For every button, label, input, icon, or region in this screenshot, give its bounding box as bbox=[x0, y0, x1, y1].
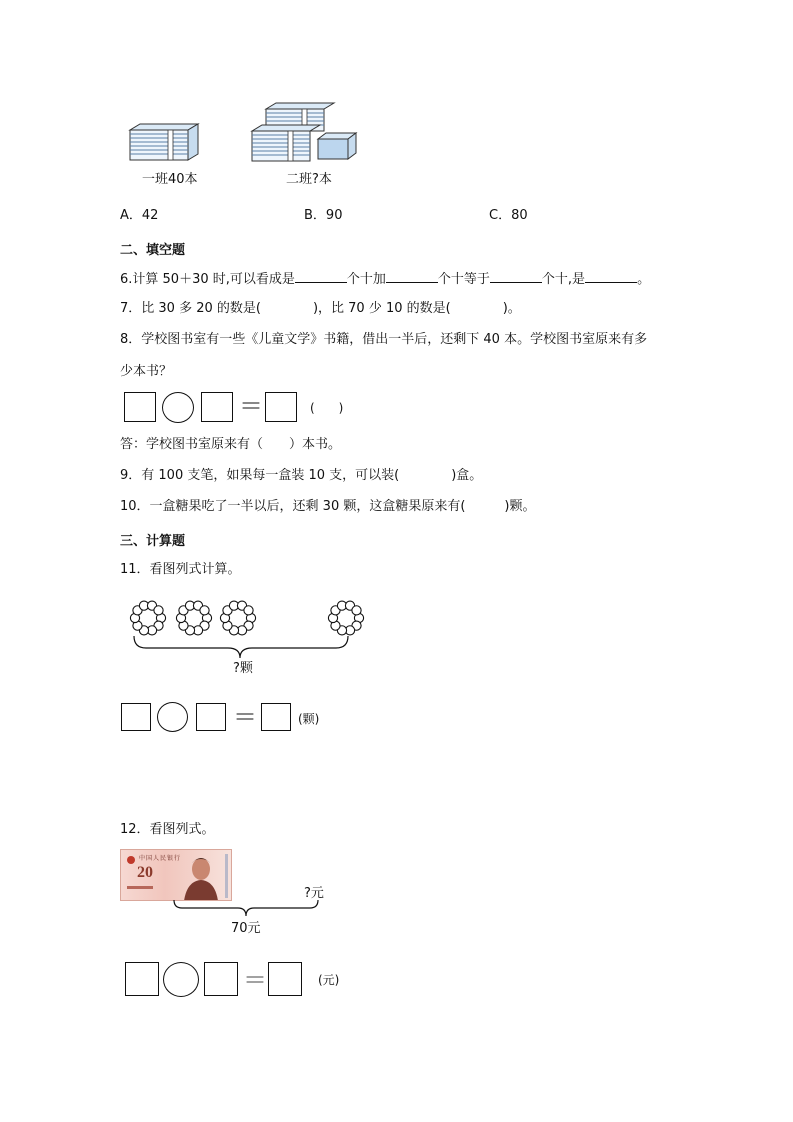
q8-unit: ( ) bbox=[310, 401, 344, 415]
book-stack-class1-icon bbox=[128, 122, 200, 162]
book-stack-class2-icon bbox=[250, 101, 360, 163]
q8-answer-box-2[interactable] bbox=[201, 392, 233, 422]
q11-unit: (颗) bbox=[298, 712, 320, 726]
q6-part1: 6.计算 50＋30 时,可以看成是 bbox=[120, 272, 295, 287]
option-a: A．42 bbox=[120, 208, 159, 223]
bead bbox=[154, 606, 163, 615]
q6-part2: 个十加 bbox=[346, 272, 386, 287]
q6-blank-4[interactable] bbox=[585, 270, 637, 283]
bead bbox=[352, 606, 361, 615]
banknote-serial bbox=[127, 886, 153, 889]
option-b: B．90 bbox=[304, 208, 343, 223]
q11-answer-box-1[interactable] bbox=[121, 703, 151, 731]
class2-label: 二班?本 bbox=[286, 172, 332, 187]
q11-equals-sign: ＝ bbox=[233, 703, 257, 731]
q12-answer-box-1[interactable] bbox=[125, 962, 159, 996]
bead-ring bbox=[130, 601, 165, 635]
q8-operator-circle[interactable] bbox=[162, 392, 194, 423]
q12-answer-box-3[interactable] bbox=[268, 962, 302, 996]
portrait-icon bbox=[181, 853, 221, 901]
bead-ring bbox=[176, 601, 211, 635]
q12-total-label: 70元 bbox=[231, 921, 261, 936]
section-2-title: 二、填空题 bbox=[120, 243, 186, 258]
section-3-title: 三、计算题 bbox=[120, 534, 186, 549]
question-7: 7．比 30 多 20 的数是( )，比 70 少 10 的数是( )。 bbox=[120, 301, 521, 316]
banknote-value: 20 bbox=[137, 864, 153, 881]
question-8-line2: 少本书？ bbox=[120, 364, 173, 379]
q8-equals-sign: ＝ bbox=[239, 392, 263, 420]
q11-brace-label: ?颗 bbox=[233, 661, 253, 676]
question-12-prompt: 12．看图列式。 bbox=[120, 822, 215, 837]
banknote-seal bbox=[127, 856, 135, 864]
q11-operator-circle[interactable] bbox=[157, 702, 188, 732]
q6-blank-1[interactable] bbox=[295, 270, 347, 283]
bead bbox=[244, 606, 253, 615]
q8-answer-box-1[interactable] bbox=[124, 392, 156, 422]
option-c: C．80 bbox=[489, 208, 528, 223]
bead-ring bbox=[328, 601, 363, 635]
q12-equals-sign: ＝ bbox=[243, 966, 267, 994]
question-11-prompt: 11．看图列式计算。 bbox=[120, 562, 241, 577]
banknote-title: 中国人民银行 bbox=[139, 855, 182, 862]
question-6 bbox=[120, 270, 650, 288]
q6-blank-2[interactable] bbox=[386, 270, 438, 283]
question-8-line1: 8．学校图书室有一些《儿童文学》书籍，借出一半后，还剩下 40 本。学校图书室原来有多 bbox=[120, 332, 648, 347]
q12-unit: (元) bbox=[318, 973, 340, 987]
q6-part3: 个十等于 bbox=[437, 272, 490, 287]
class1-label: 一班40本 bbox=[142, 172, 198, 187]
q6-blank-3[interactable] bbox=[490, 270, 542, 283]
q12-operator-circle[interactable] bbox=[163, 962, 199, 997]
q11-brace bbox=[134, 636, 348, 658]
q6-part5: 。 bbox=[637, 272, 651, 287]
q11-answer-box-2[interactable] bbox=[196, 703, 226, 731]
q8-answer-box-3[interactable] bbox=[265, 392, 297, 422]
q12-brace bbox=[172, 898, 320, 920]
question-9: 9．有 100 支笔，如果每一盒装 10 支，可以装( )盒。 bbox=[120, 468, 483, 483]
question-10: 10．一盒糖果吃了一半以后，还剩 30 颗，这盒糖果原来有( )颗。 bbox=[120, 499, 536, 514]
bead-rings-figure bbox=[120, 592, 380, 662]
banknote-20-yuan bbox=[120, 849, 232, 901]
q6-part4: 个十,是 bbox=[541, 272, 586, 287]
q12-answer-box-2[interactable] bbox=[204, 962, 238, 996]
banknote-stripe bbox=[225, 854, 228, 898]
q8-answer-sentence: 答：学校图书室原来有（ ）本书。 bbox=[120, 437, 342, 452]
bead bbox=[200, 606, 209, 615]
q11-answer-box-3[interactable] bbox=[261, 703, 291, 731]
q12-question-label: ?元 bbox=[304, 886, 324, 901]
bead-ring bbox=[220, 601, 255, 635]
